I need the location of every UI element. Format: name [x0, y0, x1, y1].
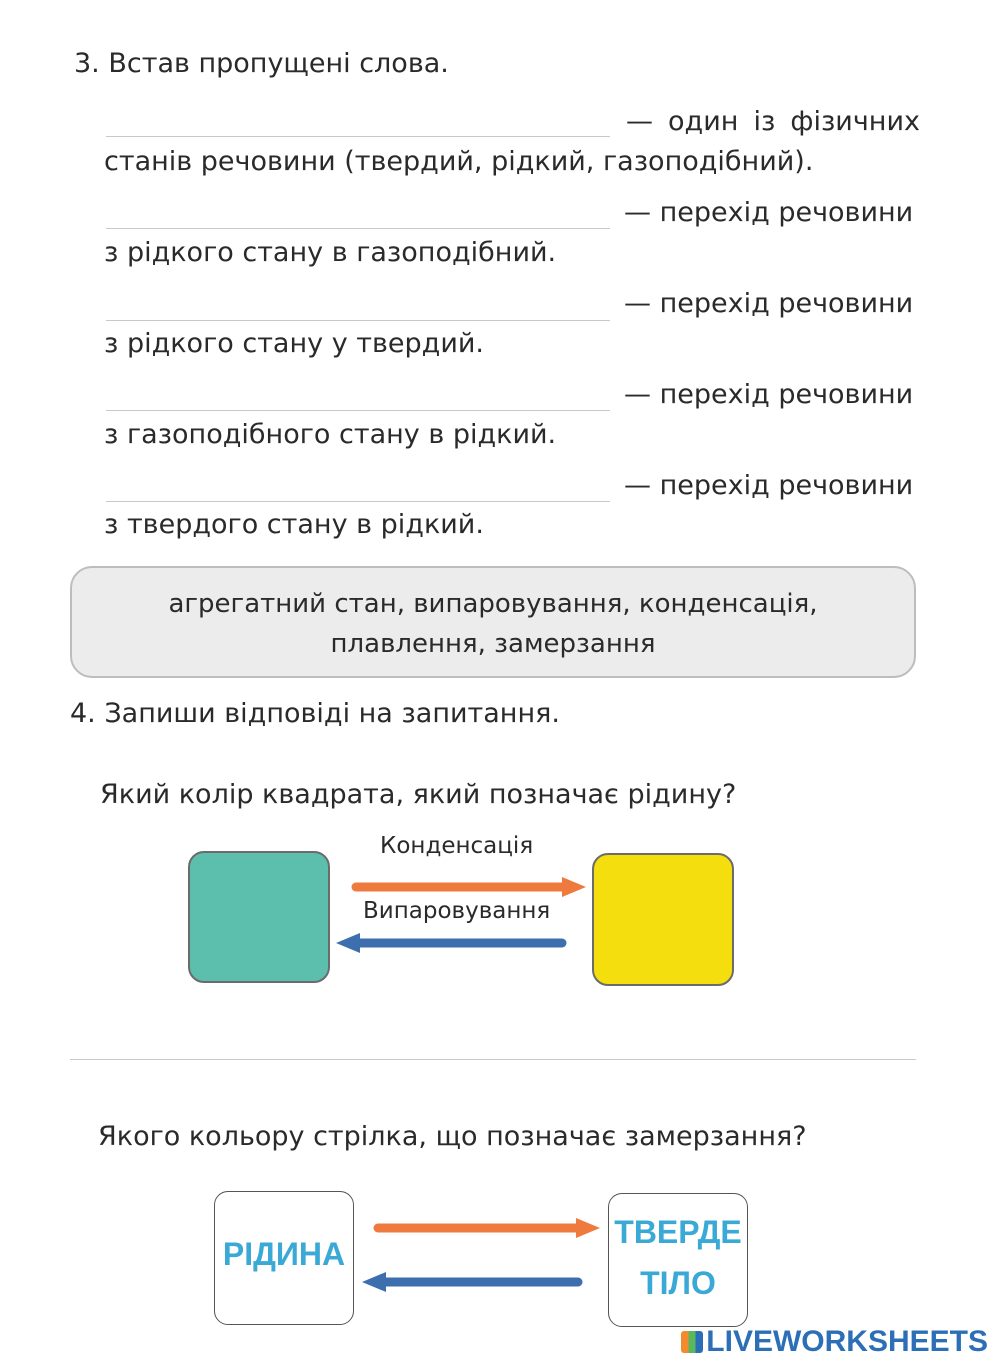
- logo-icon: [681, 1331, 703, 1353]
- item5-tail: — перехід речовини: [624, 470, 914, 501]
- diagram1-arrows: [330, 870, 592, 960]
- solid-box: [608, 1193, 748, 1327]
- diagram2-arrows: [354, 1214, 608, 1304]
- left-arrow-blue: [336, 933, 562, 953]
- yellow-square: [592, 853, 734, 986]
- blank-input-3[interactable]: [106, 319, 610, 321]
- left-arrow-blue: [362, 1272, 578, 1292]
- item5-continuation: з твердого стану в рідкий.: [104, 509, 484, 540]
- task3-title: 3. Встав пропущені слова.: [74, 48, 449, 79]
- blank-input-5[interactable]: [106, 500, 610, 502]
- item2-tail: — перехід речовини: [624, 197, 914, 228]
- item4-continuation: з газоподібного стану в рідкий.: [104, 419, 557, 450]
- word-bank-line-2: плавлення, замерзання: [330, 629, 656, 659]
- logo-text: LIVEWORKSHEETS: [706, 1325, 988, 1358]
- liquid-box: [214, 1191, 354, 1325]
- question-1: Який колір квадрата, який позначає рідину?: [100, 779, 737, 810]
- solid-label-line2: ТІЛО: [640, 1265, 716, 1301]
- liveworksheets-logo: [681, 1325, 988, 1359]
- evaporation-label: Випаровування: [363, 898, 551, 924]
- teal-square: [188, 851, 330, 983]
- item2-continuation: з рідкого стану в газоподібний.: [104, 237, 557, 268]
- condensation-label: Конденсація: [380, 833, 534, 859]
- question-2: Якого кольору стрілка, що позначає замерзання?: [98, 1121, 807, 1152]
- task4-title: 4. Запиши відповіді на запитання.: [70, 698, 560, 729]
- blank-input-4[interactable]: [106, 409, 610, 411]
- solid-label-line1: ТВЕРДЕ: [614, 1214, 742, 1250]
- blank-input-2[interactable]: [106, 227, 610, 229]
- right-arrow-orange: [356, 877, 586, 897]
- answer-line-1[interactable]: [70, 1058, 916, 1060]
- item3-tail: — перехід речовини: [624, 288, 914, 319]
- item1-tail: — один із фізичних: [626, 106, 920, 137]
- item4-tail: — перехід речовини: [624, 379, 914, 410]
- item1-continuation: станів речовини (твердий, рідкий, газоподібний).: [104, 146, 814, 177]
- word-bank: [70, 566, 916, 678]
- blank-input-1[interactable]: [106, 135, 610, 137]
- item3-continuation: з рідкого стану у твердий.: [104, 328, 484, 359]
- liquid-label: РІДИНА: [222, 1236, 346, 1272]
- word-bank-line-1: агрегатний стан, випаровування, конденсація,: [168, 589, 818, 619]
- right-arrow-orange: [378, 1218, 600, 1238]
